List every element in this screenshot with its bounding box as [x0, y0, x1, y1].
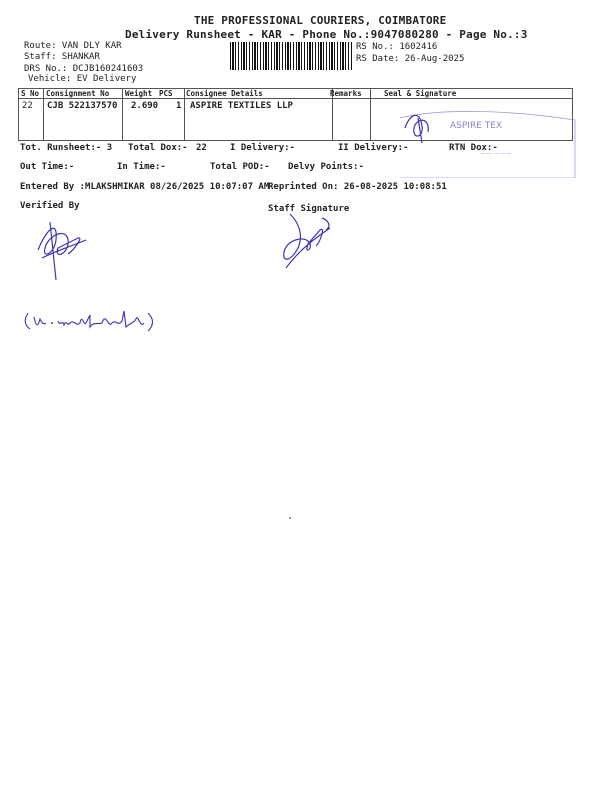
tot-runsheet: Tot. Runsheet:- 3 — [20, 143, 113, 153]
cell-consignee: ASPIRE TEXTILES LLP — [190, 101, 293, 111]
col-divider — [18, 88, 19, 140]
svg-text:~~ ~~~: ~~ ~~~ — [480, 150, 512, 158]
delvy-points: Delvy Points:- — [288, 162, 364, 172]
col-header-seal: Seal & Signature — [384, 89, 457, 98]
staff-label: Staff: SHANKAR — [24, 52, 100, 62]
staff-signature — [276, 204, 346, 274]
drs-number: DRS No.: DCJB160241603 — [24, 64, 144, 74]
total-pod: Total POD:- — [210, 162, 270, 172]
route-label: Route: VAN DLY KAR — [24, 41, 122, 51]
col-header-weight: Weight — [125, 89, 153, 98]
in-time: In Time:- — [117, 162, 166, 172]
entered-by: Entered By :MLAKSHMIKAR 08/26/2025 10:07:07 AM — [20, 182, 270, 192]
vehicle-label: Vehicle: EV Delivery — [28, 74, 137, 84]
col-header-consignment: Consignment No — [46, 89, 110, 98]
verified-by-label: Verified By — [20, 201, 80, 211]
i-delivery: I Delivery:- — [230, 143, 296, 153]
cell-consignment: CJB 522137570 — [47, 101, 118, 111]
staff-signature-label: Staff Signature — [268, 204, 350, 214]
handwritten-name — [22, 305, 162, 335]
cell-weight: 2.690 — [131, 101, 159, 111]
total-dox-value: 22 — [196, 143, 207, 153]
col-header-pcs: PCS — [159, 89, 173, 98]
out-time: Out Time:- — [20, 162, 75, 172]
reprinted-on: Reprinted On: 26-08-2025 10:08:51 — [268, 182, 447, 192]
seal-stamp — [370, 98, 580, 178]
barcode — [230, 42, 353, 70]
runsheet-subtitle: Delivery Runsheet - KAR - Phone No.:9047080280 - Page No.:3 — [125, 28, 528, 41]
col-divider — [184, 88, 185, 140]
verified-signature — [28, 210, 98, 285]
col-divider — [122, 88, 123, 140]
rs-number: RS No.: 1602416 — [356, 42, 438, 52]
col-header-remarks: Remarks — [330, 89, 362, 98]
col-divider — [43, 88, 44, 140]
rs-date: RS Date: 26-Aug-2025 — [356, 54, 465, 64]
rtn-dox: RTN Dox:- — [449, 143, 498, 153]
col-header-consignee: Consignee Details — [186, 89, 263, 98]
col-header-sno: S No — [21, 89, 40, 98]
scan-dot — [289, 517, 291, 519]
cell-pcs: 1 — [176, 101, 182, 111]
ii-delivery: II Delivery:- — [338, 143, 409, 153]
cell-sno: 22 — [22, 101, 33, 111]
svg-text:ASPIRE TEX: ASPIRE TEX — [450, 121, 503, 131]
total-dox-label: Total Dox:- — [128, 143, 188, 153]
company-title: THE PROFESSIONAL COURIERS, COIMBATORE — [194, 14, 447, 27]
